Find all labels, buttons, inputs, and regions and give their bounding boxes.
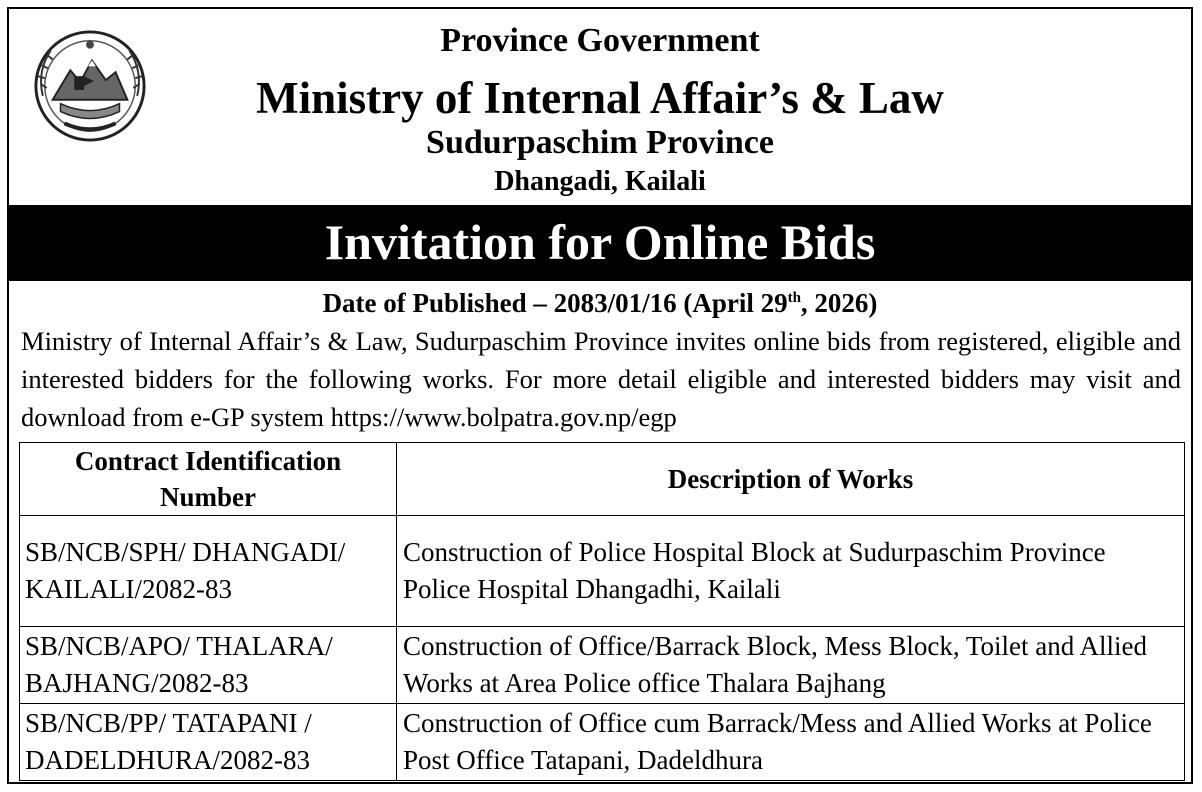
- header-description: Description of Works: [397, 443, 1185, 516]
- ministry-title: Ministry of Internal Affair’s & Law: [256, 73, 944, 123]
- table-row: [20, 516, 1185, 627]
- published-date-suffix: , 2026): [800, 288, 878, 318]
- description-cell: Construction of Police Hospital Block at Sudurpaschim Province Police Hospital Dhangadhi, Kailali: [397, 516, 1185, 627]
- description-cell: Construction of Office cum Barrack/Mess and Allied Works at Police Post Office Tatapani, Dadeldhura: [397, 704, 1185, 781]
- header-contract-id: Contract Identification Number: [20, 443, 397, 516]
- contract-id-cell: SB/NCB/PP/ TATAPANI / DADELDHURA/2082-83: [20, 704, 397, 781]
- contract-id-cell: SB/NCB/APO/ THALARA/ BAJHANG/2082-83: [20, 627, 397, 704]
- table-header-row: [20, 443, 1185, 516]
- province-title: Sudurpaschim Province: [426, 124, 774, 161]
- published-date-prefix: Date of Published – 2083/01/16 (April 29: [322, 288, 788, 318]
- notice-header: [9, 9, 1191, 205]
- government-title: Province Government: [440, 22, 760, 59]
- description-cell: Construction of Office/Barrack Block, Mess Block, Toilet and Allied Works at Area Police office Thalara Bajhang: [397, 627, 1185, 704]
- published-date: [9, 287, 1191, 319]
- intro-paragraph: Ministry of Internal Affair’s & Law, Sudurpaschim Province invites online bids from registered, eligible and interested bidders for the following works. For more detail eligible and interested bidders may visit and download from e-GP system https://www.bolpatra.gov.np/egp: [21, 326, 1181, 432]
- location-title: Dhangadi, Kailali: [494, 166, 706, 197]
- table-row: [20, 704, 1185, 781]
- table-row: [20, 627, 1185, 704]
- contract-id-cell: SB/NCB/SPH/ DHANGADI/ KAILALI/2082-83: [20, 516, 397, 627]
- invitation-banner: Invitation for Online Bids: [9, 205, 1191, 281]
- published-date-superscript: th: [787, 290, 801, 306]
- notice-frame: [7, 7, 1193, 784]
- works-table: [19, 442, 1185, 781]
